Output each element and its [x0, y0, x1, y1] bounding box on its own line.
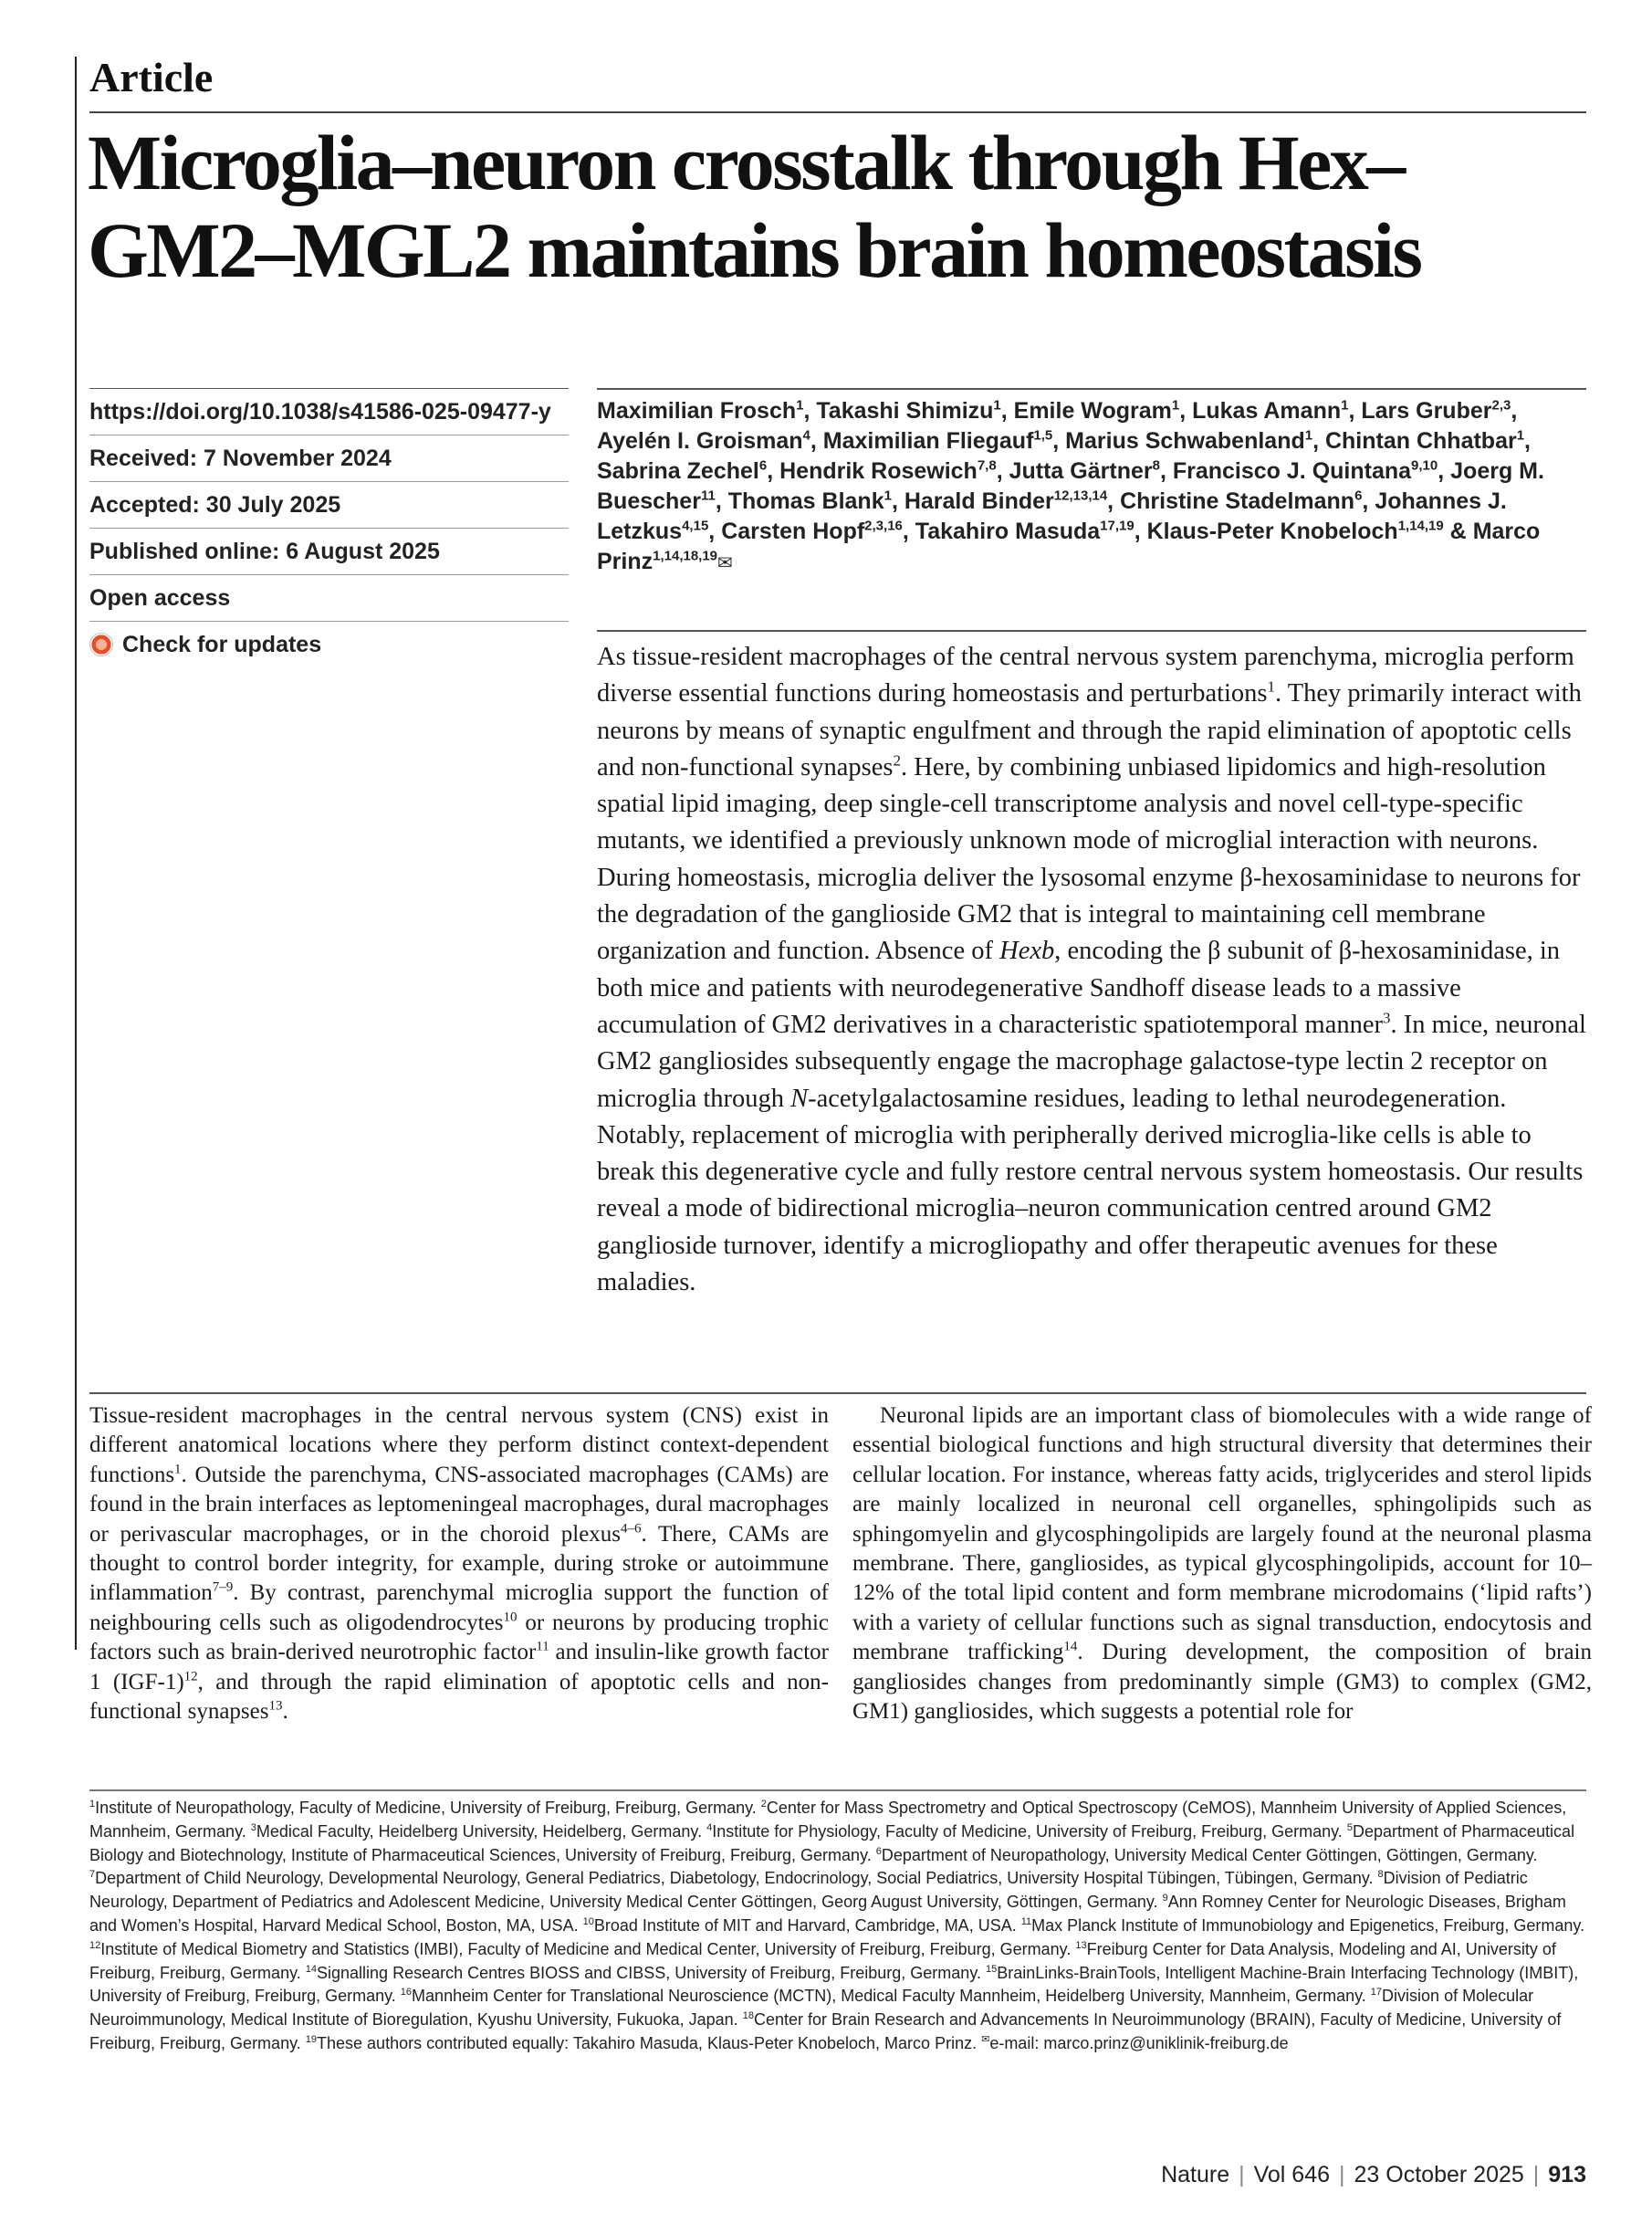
affiliation-text: Freiburg Center for Data Analysis, Modeling and AI, University of Freiburg, Freiburg, Germany.	[89, 1939, 1556, 1982]
author-name[interactable]: Chintan Chhatbar	[1324, 428, 1517, 454]
author-affiliation: 1	[1341, 397, 1349, 414]
issue-date: 23 October 2025	[1354, 2162, 1524, 2187]
received-date: Received: 7 November 2024	[89, 435, 569, 481]
affiliation-text: Signalling Research Centres BIOSS and CIBSS, University of Freiburg, Freiburg, Germany.	[317, 1963, 981, 1982]
affiliation-number: 10	[582, 1915, 594, 1927]
affiliation-text: Ann Romney Center for Neurologic Diseases, Brigham and Women’s Hospital, Harvard Medical School, Boston, MA, USA.	[89, 1893, 1566, 1935]
affiliation-number: 12	[89, 1939, 101, 1951]
reference-link[interactable]: 4–6	[621, 1521, 642, 1537]
author-affiliation: 2,3,16	[864, 518, 903, 534]
volume: Vol 646	[1253, 2162, 1331, 2187]
author-affiliation: 4,15	[682, 518, 709, 534]
author-name[interactable]: Maximilian Frosch	[597, 398, 797, 424]
mail-icon: ✉	[981, 2033, 990, 2045]
abstract-text: -acetylgalactosamine residues, leading to lethal neurodegeneration. Notably, replacement of microglia with peripherally derived microglia-like cells is able to break this degenerative cycle and fully restore central nervous system homeostasis. Our results reveal a mode of bidirectional microglia–neuron communication centred around GM2 ganglioside turnover, identify a microgliopathy and offer therapeutic avenues for these maladies.	[597, 1084, 1584, 1297]
abstract-rule	[597, 630, 1586, 632]
reference-link[interactable]: 1	[174, 1462, 182, 1477]
author-affiliation: 6	[1354, 488, 1363, 504]
author-affiliation: 8	[1152, 457, 1160, 474]
author-affiliation: 1	[884, 488, 892, 504]
author-affiliation: 1	[796, 397, 804, 414]
affiliation-number: 11	[1020, 1915, 1032, 1927]
affiliation-number: 14	[305, 1963, 318, 1975]
author-affiliation: 1	[1171, 397, 1180, 414]
body-text: Neuronal lipids are an important class of biomolecules with a wide range of essential biological functions and high structural diversity that determines their cellular location. For instance, whereas fatty acids, triglycerides and sterol lipids are mainly localized in neuronal cell organelles, sphingolipids such as sphingomyelin and glycosphingolipids are largely found at the neuronal plasma membrane. There, gangliosides, as typical glycosphingolipids, account for 10–12% of the total lipid content and form membrane microdomains (‘lipid rafts’) with a variety of cellular functions such as signal transduction, endocytosis and membrane trafficking	[852, 1403, 1592, 1665]
reference-link[interactable]: 13	[268, 1698, 283, 1714]
affiliation-number: 15	[986, 1963, 998, 1975]
body-text: , and through the rapid elimination of apoptotic cells and non-functional synapses	[89, 1669, 830, 1725]
left-margin-rule	[75, 57, 77, 1650]
author-affiliation: 11	[700, 488, 716, 504]
journal-name: Nature	[1161, 2162, 1230, 2187]
doi-link[interactable]: https://doi.org/10.1038/s41586-025-09477-y	[89, 388, 569, 435]
author-name[interactable]: Joerg M. Buescher	[597, 458, 1544, 514]
affiliation-number: 6	[875, 1845, 882, 1857]
reference-link[interactable]: 2	[893, 751, 902, 770]
abstract-text: As tissue-resident macrophages of the central nervous system parenchyma, microglia perform diverse essential functions during homeostasis and perturbations	[597, 643, 1574, 708]
author-affiliation: 1,14,18,19	[653, 548, 718, 564]
body-text: and insulin-like growth factor 1 (IGF-1)	[89, 1640, 829, 1694]
author-name[interactable]: Emile Wogram	[1013, 398, 1172, 424]
gene-name: Hexb	[999, 937, 1055, 966]
affiliation-number: 2	[760, 1799, 767, 1810]
author-affiliation: 9,10	[1411, 457, 1438, 474]
body-text: or neurons by producing trophic factors such as brain-derived neurotrophic factor	[89, 1610, 829, 1665]
author-name[interactable]: Jutta Gärtner	[1009, 458, 1153, 484]
mail-icon[interactable]: ✉	[717, 553, 733, 573]
reference-link[interactable]: 12	[183, 1669, 198, 1684]
author-affiliation: 17,19	[1100, 518, 1134, 534]
affiliation-text: BrainLinks-BrainTools, Intelligent Machine-Brain Interfacing Technology (IMBIT), University of Freiburg, Freiburg, Germany.	[89, 1963, 1579, 2006]
author-affiliation: 6	[758, 457, 768, 474]
abstract-text: , encoding the β subunit of β-hexosaminidase, in both mice and patients with neurodegenerative Sandhoff disease leads to a massive accumulation of GM2 derivatives in a characteristic spatiotemporal manner	[597, 937, 1561, 1039]
author-name[interactable]: Marco Prinz	[597, 519, 1541, 574]
affiliations-footnote	[89, 1797, 1586, 2056]
author-name[interactable]: Carsten Hopf	[721, 519, 865, 544]
reference-link[interactable]: 1	[1267, 677, 1276, 696]
body-column-right	[852, 1401, 1592, 1726]
author-affiliation: 1	[1304, 427, 1313, 444]
author-name[interactable]: Christine Stadelmann	[1120, 488, 1355, 514]
author-name[interactable]: Sabrina Zechel	[597, 458, 759, 484]
affiliation-text: Department of Child Neurology, Developmental Neurology, General Pediatrics, Diabetology, Endocrinology, Social Pediatrics, University Hospital Tübingen, Tübingen, Germany.	[95, 1869, 1374, 1888]
body-text: . There, CAMs are thought to control border integrity, for example, during stroke or autoimmune inflammation	[89, 1521, 829, 1606]
body-column-left	[89, 1401, 829, 1726]
author-affiliation: 1,5	[1033, 427, 1053, 444]
author-name[interactable]: Ayelén I. Groisman	[597, 428, 803, 454]
affiliation-number: 16	[400, 1987, 413, 1998]
affiliation-text: Institute for Physiology, Faculty of Medicine, University of Freiburg, Freiburg, Germany.	[712, 1821, 1343, 1841]
author-name[interactable]: Takashi Shimizu	[816, 398, 994, 424]
affiliation-text: Mannheim Center for Translational Neuroscience (MCTN), Medical Faculty Mannheim, Heidelberg University, Mannheim, Germany.	[412, 1987, 1366, 2006]
header-rule	[89, 111, 1586, 113]
author-name[interactable]: Lukas Amann	[1192, 398, 1342, 424]
body-text: .	[282, 1699, 288, 1725]
affiliation-number: 3	[250, 1821, 256, 1833]
reference-link[interactable]: 11	[536, 1639, 549, 1654]
affiliation-text: Division of Pediatric Neurology, Department of Pediatrics and Adolescent Medicine, University Medical Center Göttingen, Georg August University, Göttingen, Germany.	[89, 1869, 1528, 1912]
affiliation-number: 1	[89, 1799, 96, 1810]
article-meta	[89, 388, 569, 667]
author-name[interactable]: Harald Binder	[904, 488, 1054, 514]
author-name[interactable]: Lars Gruber	[1361, 398, 1492, 424]
author-affiliation: 1	[1516, 427, 1525, 444]
author-name[interactable]: Thomas Blank	[727, 488, 884, 514]
abstract-text: . In mice, neuronal GM2 gangliosides subsequently engage the macrophage galactose-type lectin 2 receptor on microglia through	[597, 1010, 1586, 1113]
author-affiliation: 4	[802, 427, 810, 444]
author-name[interactable]: Hendrik Rosewich	[779, 458, 978, 484]
author-name[interactable]: Takahiro Masuda	[915, 519, 1101, 544]
abstract	[597, 639, 1586, 1301]
check-updates-link[interactable]	[89, 621, 569, 667]
affiliation-text: Division of Molecular Neuroimmunology, Medical Institute of Bioregulation, Kyushu University, Fukuoka, Japan.	[89, 1987, 1534, 2030]
affiliation-text: Department of Pharmaceutical Biology and Biotechnology, Institute of Pharmaceutical Sciences, University of Freiburg, Freiburg, Germany.	[89, 1821, 1575, 1864]
author-list: Maximilian Frosch$^1$, Takashi Shimizu$^1$, Emile Wogram$^1$, Lukas Amann$^1$, Lars Gruber$^{2,3}$, Ayelén I. Groisman$^4$, Maximilian Fliegauf$^{1,5}$, Marius Schwabenland$^1$, Chintan Chhatbar$^1$, Sabrina Zechel$^6$, Hendrik Rosewich$^{7,8}$, Jutta Gärtner$^8$, Francisco J. Quintana$^{9,10}$, Joerg M. Buescher$^{11}$, Thomas Blank$^1$, Harald Binder$^{12,13,14}$, Christine Stadelmann$^6$, Johannes J. Letzkus$^{4,15}$, Carsten Hopf$^{2,3,16}$, Takahiro Masuda$^{17,19}$, Klaus-Peter Knobeloch$^{1,14,19}$ & Marco Prinz$^{1,14,18,19}$✉	[597, 397, 1544, 574]
author-affiliation: 1	[993, 397, 1001, 414]
affiliation-number: 8	[1377, 1869, 1384, 1881]
author-name[interactable]: Marius Schwabenland	[1065, 428, 1305, 454]
crossmark-icon	[89, 633, 113, 656]
affiliation-text: Center for Brain Research and Advancements In Neuroimmunology (BRAIN), Faculty of Medicine, University of Freiburg, Freiburg, Germany.	[89, 2010, 1562, 2052]
abstract-text: . Here, by combining unbiased lipidomics and high-resolution spatial lipid imaging, deep single-cell transcriptome analysis and novel cell-type-specific mutants, we identified a previously unknown mode of microglial interaction with neurons. During homeostasis, microglia deliver the lysosomal enzyme β-hexosaminidase to neurons for the degradation of the ganglioside GM2 that is integral to maintaining cell membrane organization and function. Absence of	[597, 752, 1581, 966]
reference-link[interactable]: 7–9	[212, 1580, 234, 1596]
affiliation-number: 7	[89, 1869, 96, 1881]
affiliation-text: Broad Institute of MIT and Harvard, Cambridge, MA, USA.	[593, 1915, 1017, 1935]
affiliation-number: 13	[1075, 1939, 1087, 1951]
affiliation-text: Medical Faculty, Heidelberg University, Heidelberg, Germany.	[256, 1821, 703, 1841]
reference-link[interactable]: 3	[1383, 1009, 1391, 1027]
affiliation-number: 19	[305, 2033, 318, 2045]
author-name[interactable]: Johannes J. Letzkus	[597, 488, 1507, 544]
reference-link[interactable]: 10	[503, 1610, 518, 1625]
affiliation-number: 17	[1370, 1987, 1383, 1998]
affiliation-text: Institute of Medical Biometry and Statistics (IMBI), Faculty of Medicine and Medical Center, University of Freiburg, Freiburg, Germany.	[100, 1939, 1072, 1958]
author-affiliation: 1,14,19	[1397, 518, 1444, 534]
chemical-prefix: N	[790, 1084, 809, 1113]
affiliation-text: These authors contributed equally: Takahiro Masuda, Klaus-Peter Knobeloch, Marco Prinz.	[317, 2033, 978, 2052]
footer-separator: |	[1239, 2162, 1245, 2187]
body-text: . During development, the composition of brain gangliosides changes from predominantly simple (GM3) to complex (GM2, GM1) gangliosides, which suggests a potential role for	[852, 1640, 1593, 1725]
running-footer	[1161, 2162, 1586, 2188]
author-affiliation: 12,13,14	[1053, 488, 1108, 504]
body-text: . Outside the parenchyma, CNS-associated macrophages (CAMs) are found in the brain interfaces as leptomeningeal macrophages, dural macrophages or perivascular macrophages, or in the choroid plexus	[89, 1462, 829, 1547]
article-title: Microglia–neuron crosstalk through Hex–GM2–MGL2 maintains brain homeostasis	[88, 119, 1421, 294]
affiliation-number: 4	[706, 1821, 713, 1833]
affiliation-number: 18	[742, 2010, 754, 2022]
body-text: Tissue-resident macrophages in the central nervous system (CNS) exist in different anatomical locations where they perform distinct context-dependent functions	[89, 1403, 829, 1487]
affiliation-text: Department of Neuropathology, University Medical Center Göttingen, Göttingen, Germany.	[881, 1845, 1538, 1864]
footer-separator: |	[1532, 2162, 1540, 2187]
body-text: . By contrast, parenchymal microglia support the function of neighbouring cells such as oligodendrocytes	[89, 1580, 829, 1635]
author-name[interactable]: Maximilian Fliegauf	[822, 428, 1034, 454]
published-date: Published online: 6 August 2025	[89, 528, 569, 574]
author-affiliation: 2,3	[1491, 397, 1511, 414]
authors-rule	[597, 388, 1586, 390]
affiliation-text: Institute of Neuropathology, Faculty of Medicine, University of Freiburg, Freiburg, Germany.	[95, 1799, 757, 1817]
affiliation-text: Max Planck Institute of Immunobiology and Epigenetics, Freiburg, Germany.	[1031, 1915, 1585, 1935]
author-affiliation: 7,8	[977, 457, 997, 474]
body-rule	[89, 1392, 1586, 1394]
abstract-text: . They primarily interact with neurons by means of synaptic engulfment and through the rapid elimination of apoptotic cells and non-functional synapses	[597, 679, 1582, 782]
page-number: 913	[1548, 2162, 1586, 2187]
accepted-date: Accepted: 30 July 2025	[89, 481, 569, 528]
author-name[interactable]: Francisco J. Quintana	[1172, 458, 1412, 484]
footer-separator: |	[1339, 2162, 1345, 2187]
open-access-label: Open access	[89, 574, 569, 621]
footnote-rule	[89, 1789, 1586, 1791]
reference-link[interactable]: 14	[1063, 1639, 1078, 1654]
author-name[interactable]: Klaus-Peter Knobeloch	[1146, 519, 1398, 544]
contact-email[interactable]: e-mail: marco.prinz@uniklinik-freiburg.de	[989, 2033, 1289, 2052]
affiliation-text: Center for Mass Spectrometry and Optical Spectroscopy (CeMOS), Mannheim University of Applied Sciences, Mannheim, Germany.	[89, 1799, 1567, 1841]
affiliation-number: 9	[1162, 1893, 1168, 1904]
affiliation-number: 5	[1346, 1821, 1353, 1833]
check-updates-label: Check for updates	[122, 632, 322, 657]
section-label: Article	[89, 54, 214, 100]
